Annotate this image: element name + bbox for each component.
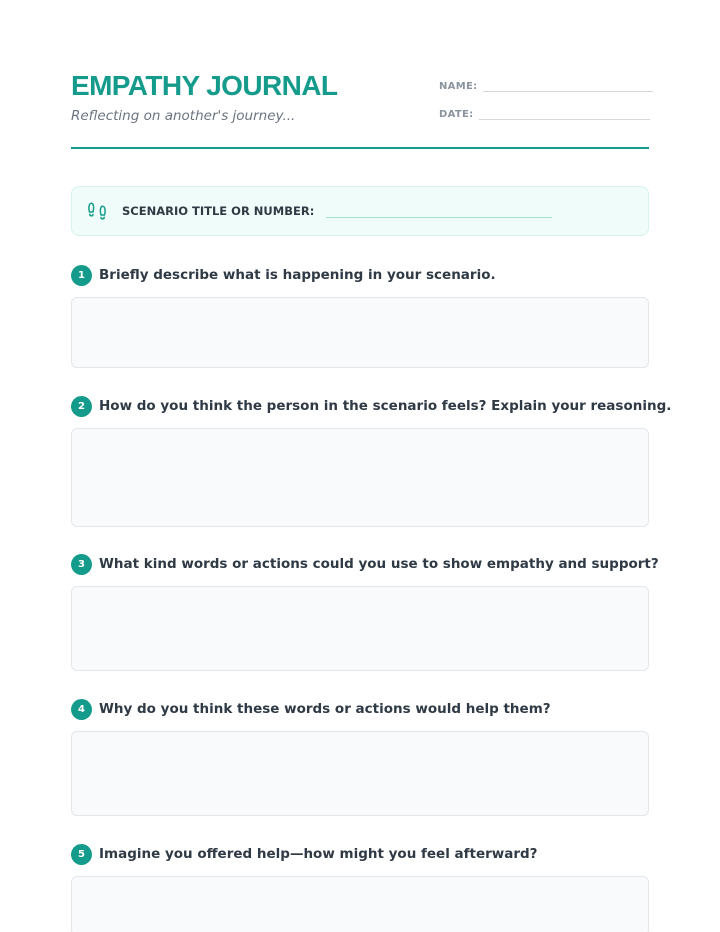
journal-header — [71, 70, 649, 150]
question-number: 2 — [71, 396, 92, 417]
date-field[interactable] — [479, 106, 650, 120]
name-label: NAME: — [439, 81, 478, 92]
answer-box-5[interactable] — [71, 876, 649, 932]
question-number: 4 — [71, 699, 92, 720]
date-label: DATE: — [439, 109, 474, 120]
question-number: 3 — [71, 554, 92, 575]
scenario-title-field[interactable] — [326, 204, 552, 218]
scenario-label: SCENARIO TITLE OR NUMBER: — [122, 204, 315, 218]
footprints-icon — [86, 200, 108, 222]
question-3 — [71, 553, 659, 671]
page-title: EMPATHY JOURNAL — [71, 70, 338, 101]
name-row — [439, 78, 653, 92]
question-5 — [71, 843, 649, 932]
name-field[interactable] — [483, 78, 653, 92]
date-row — [439, 106, 650, 120]
page-subtitle: Reflecting on another's journey... — [71, 108, 296, 124]
question-text: Why do you think these words or actions would help them? — [99, 701, 551, 717]
answer-box-4[interactable] — [71, 731, 649, 816]
scenario-box — [71, 186, 649, 236]
answer-box-2[interactable] — [71, 428, 649, 527]
header-divider — [71, 147, 649, 149]
question-text: What kind words or actions could you use to show empathy and support? — [99, 556, 659, 572]
question-text: How do you think the person in the scenario feels? Explain your reasoning. — [99, 398, 672, 414]
question-number: 5 — [71, 844, 92, 865]
question-1 — [71, 264, 649, 368]
question-4 — [71, 698, 649, 816]
answer-box-3[interactable] — [71, 586, 649, 671]
question-text: Briefly describe what is happening in your scenario. — [99, 267, 496, 283]
answer-box-1[interactable] — [71, 297, 649, 368]
question-text: Imagine you offered help—how might you feel afterward? — [99, 846, 538, 862]
question-2 — [71, 395, 672, 527]
question-number: 1 — [71, 265, 92, 286]
